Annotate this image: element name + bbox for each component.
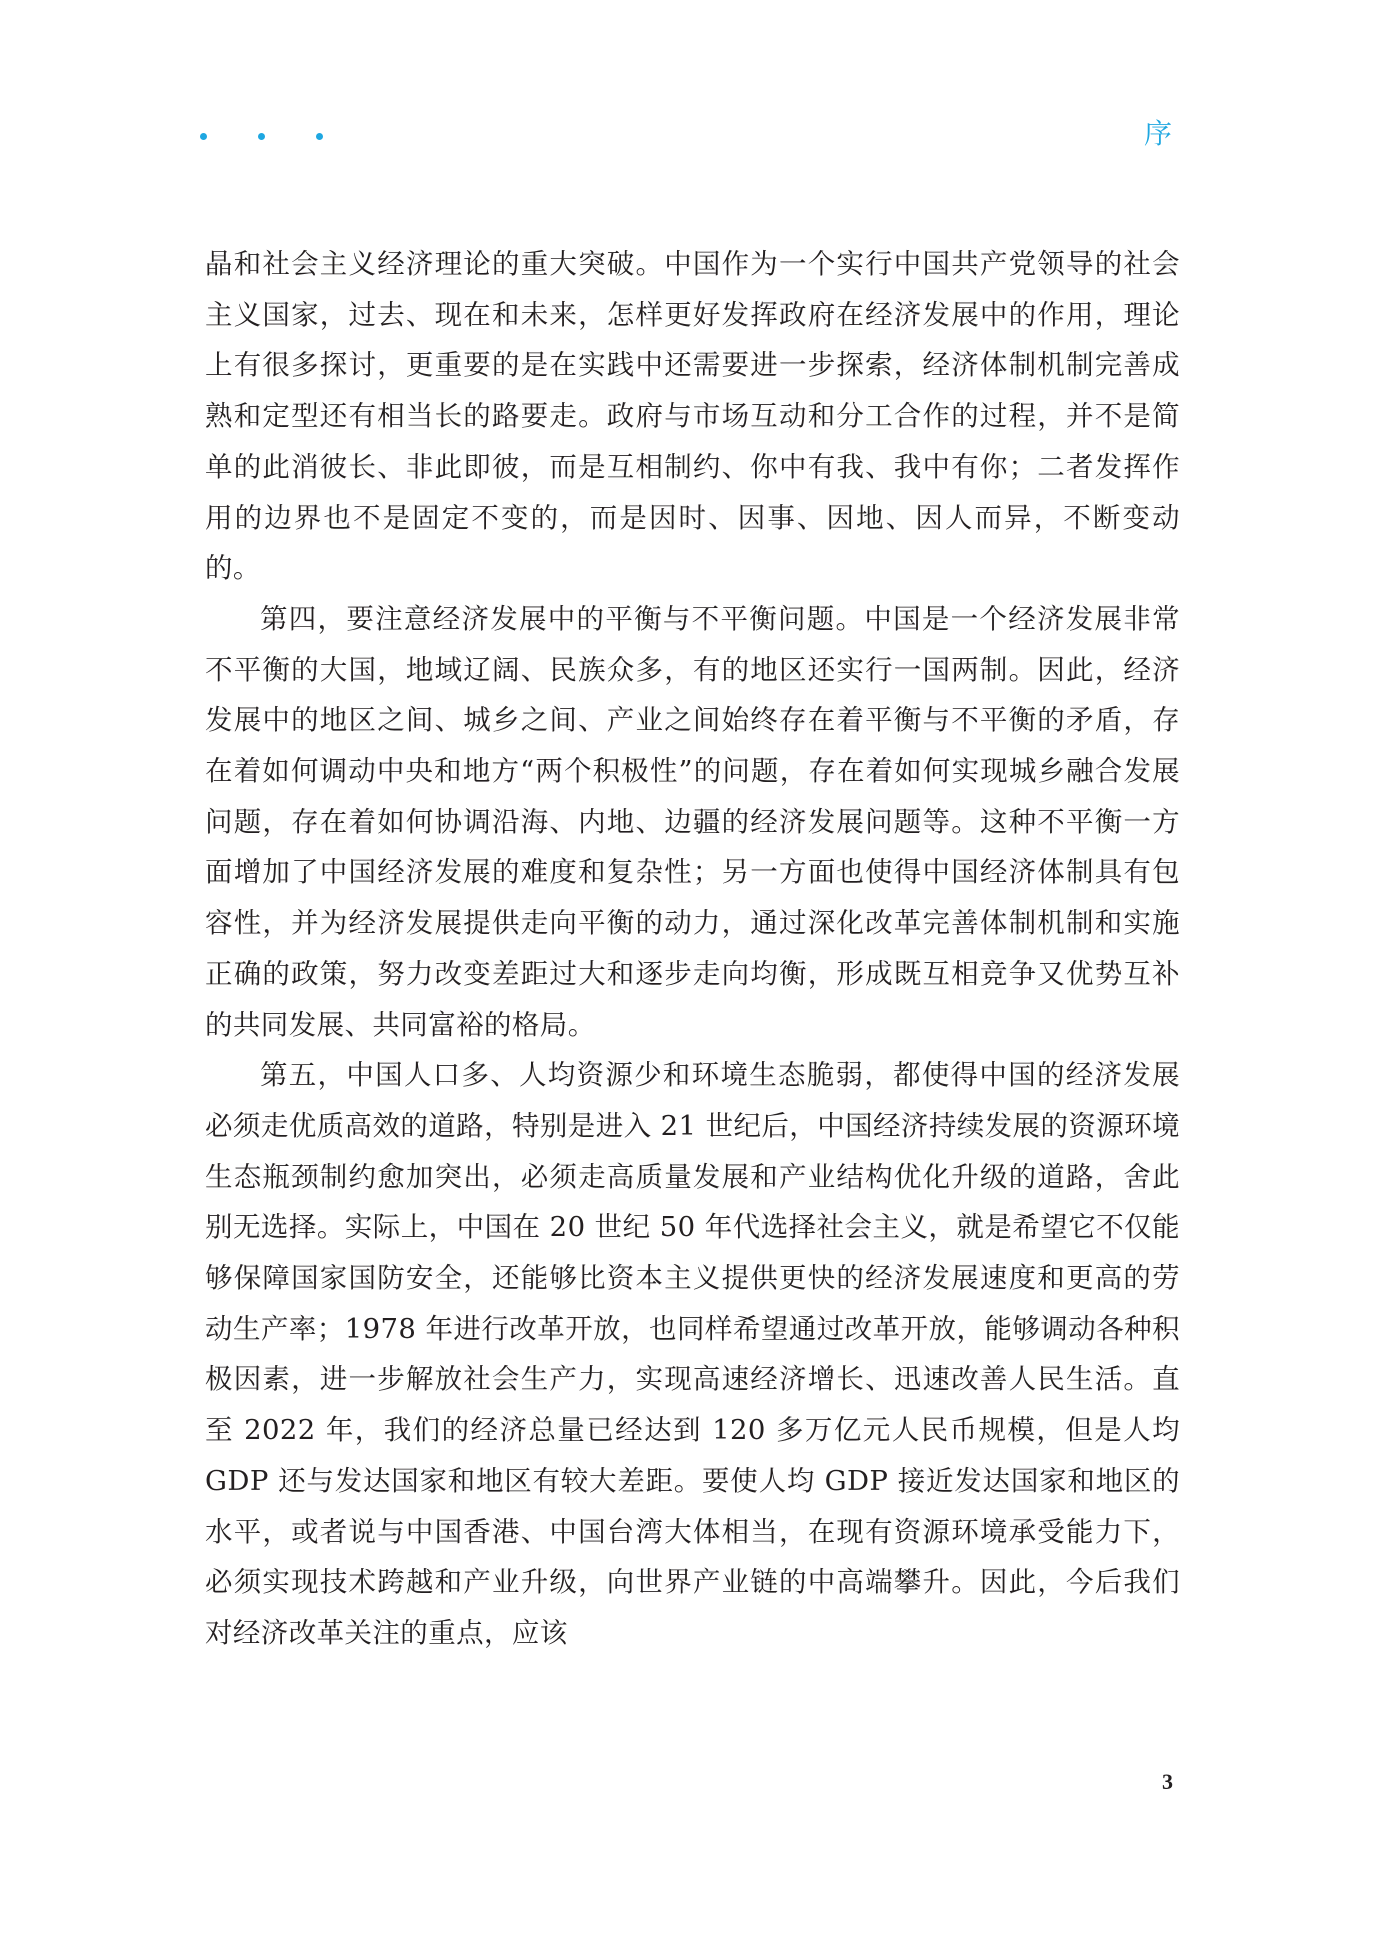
ornament-dot [316,133,323,140]
ornament-dot [200,133,207,140]
header-dots-ornament [200,133,324,145]
running-head: 序 [1143,117,1172,150]
paragraph: 第五，中国人口多、人均资源少和环境生态脆弱，都使得中国的经济发展必须走优质高效的道路，特别是进入 21 世纪后，中国经济持续发展的资源环境生态瓶颈制约愈加突出，必须走高质量发展和产业结构优化升级的道路，舍此别无选择。实际上，中国在 20 世纪 50 年代选择社会主义，就是希望它不仅能够保障国家国防安全，还能够比资本主义提供更快的经济发展速度和更高的劳动生产率；1978 年进行改革开放，也同样希望通过改革开放，能够调动各种积极因素，进一步解放社会生产力，实现高速经济增长、迅速改善人民生活。直至 2022 年，我们的经济总量已经达到 120 多万亿元人民币规模，但是人均 GDP 还与发达国家和地区有较大差距。要使人均 GDP 接近发达国家和地区的水平，或者说与中国香港、中国台湾大体相当，在现有资源环境承受能力下，必须实现技术跨越和产业升级，向世界产业链的中高端攀升。因此，今后我们对经济改革关注的重点，应该 [205,1059,1180,1649]
page-number: 3 [1162,1769,1173,1794]
paragraph: 第四，要注意经济发展中的平衡与不平衡问题。中国是一个经济发展非常不平衡的大国，地域辽阔、民族众多，有的地区还实行一国两制。因此，经济发展中的地区之间、城乡之间、产业之间始终存在着平衡与不平衡的矛盾，存在着如何调动中央和地方“两个积极性”的问题，存在着如何实现城乡融合发展问题，存在着如何协调沿海、内地、边疆的经济发展问题等。这种不平衡一方面增加了中国经济发展的难度和复杂性；另一方面也使得中国经济体制具有包容性，并为经济发展提供走向平衡的动力，通过深化改革完善体制机制和实施正确的政策，努力改变差距过大和逐步走向均衡，形成既互相竞争又优势互补的共同发展、共同富裕的格局。 [205,602,1180,1041]
body-text [205,239,1180,1659]
ornament-dot [258,133,265,140]
paragraph: 晶和社会主义经济理论的重大突破。中国作为一个实行中国共产党领导的社会主义国家，过去、现在和未来，怎样更好发挥政府在经济发展中的作用，理论上有很多探讨，更重要的是在实践中还需要进一步探索，经济体制机制完善成熟和定型还有相当长的路要走。政府与市场互动和分工合作的过程，并不是简单的此消彼长、非此即彼，而是互相制约、你中有我、我中有你；二者发挥作用的边界也不是固定不变的，而是因时、因事、因地、因人而异，不断变动的。 [205,248,1180,585]
